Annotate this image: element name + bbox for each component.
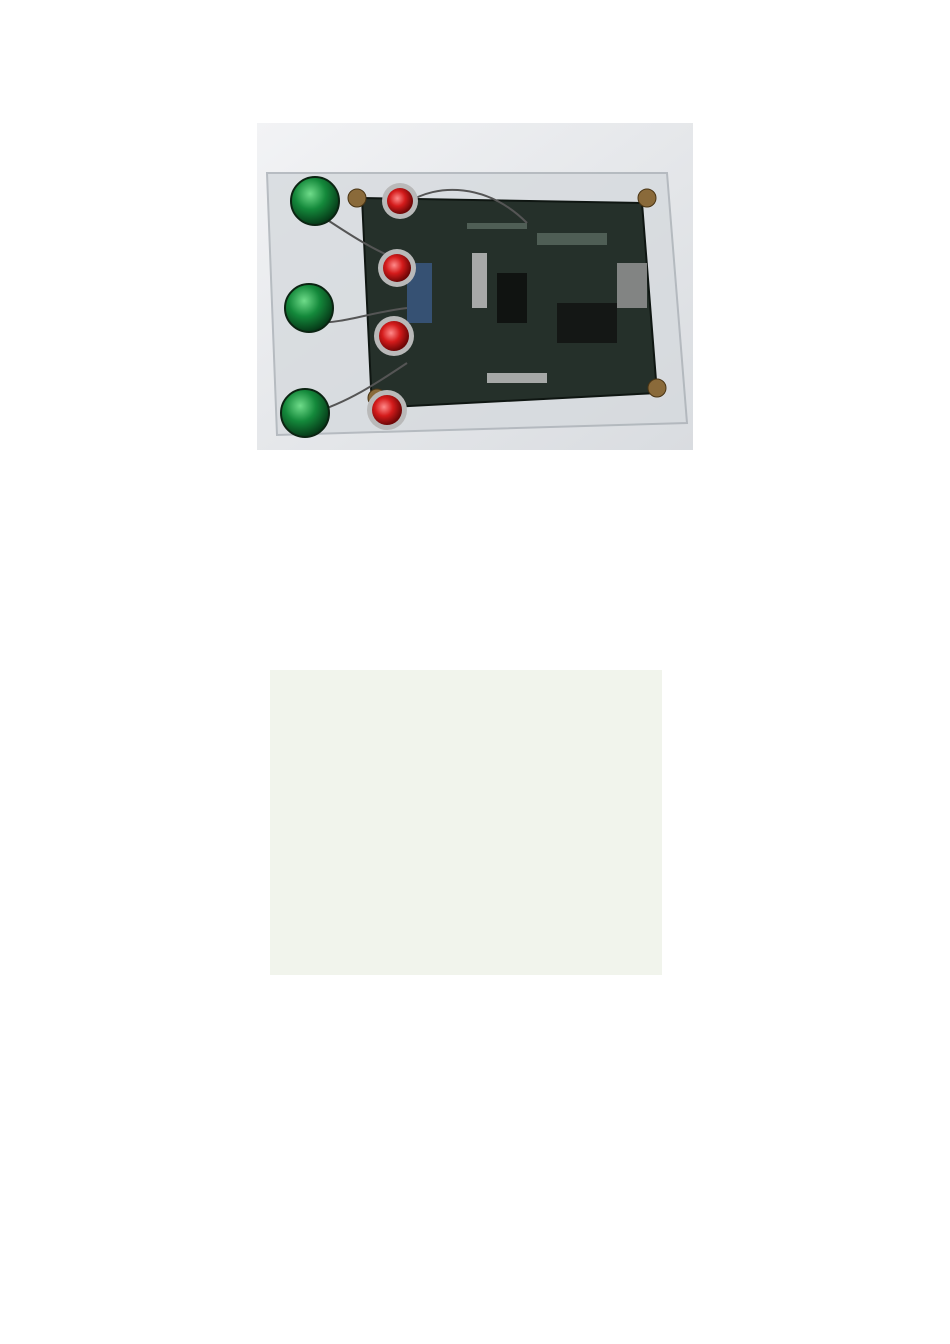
serial-interface-schematic [198,670,763,1010]
control-module-photo [257,123,693,450]
schematic-background [270,670,662,975]
